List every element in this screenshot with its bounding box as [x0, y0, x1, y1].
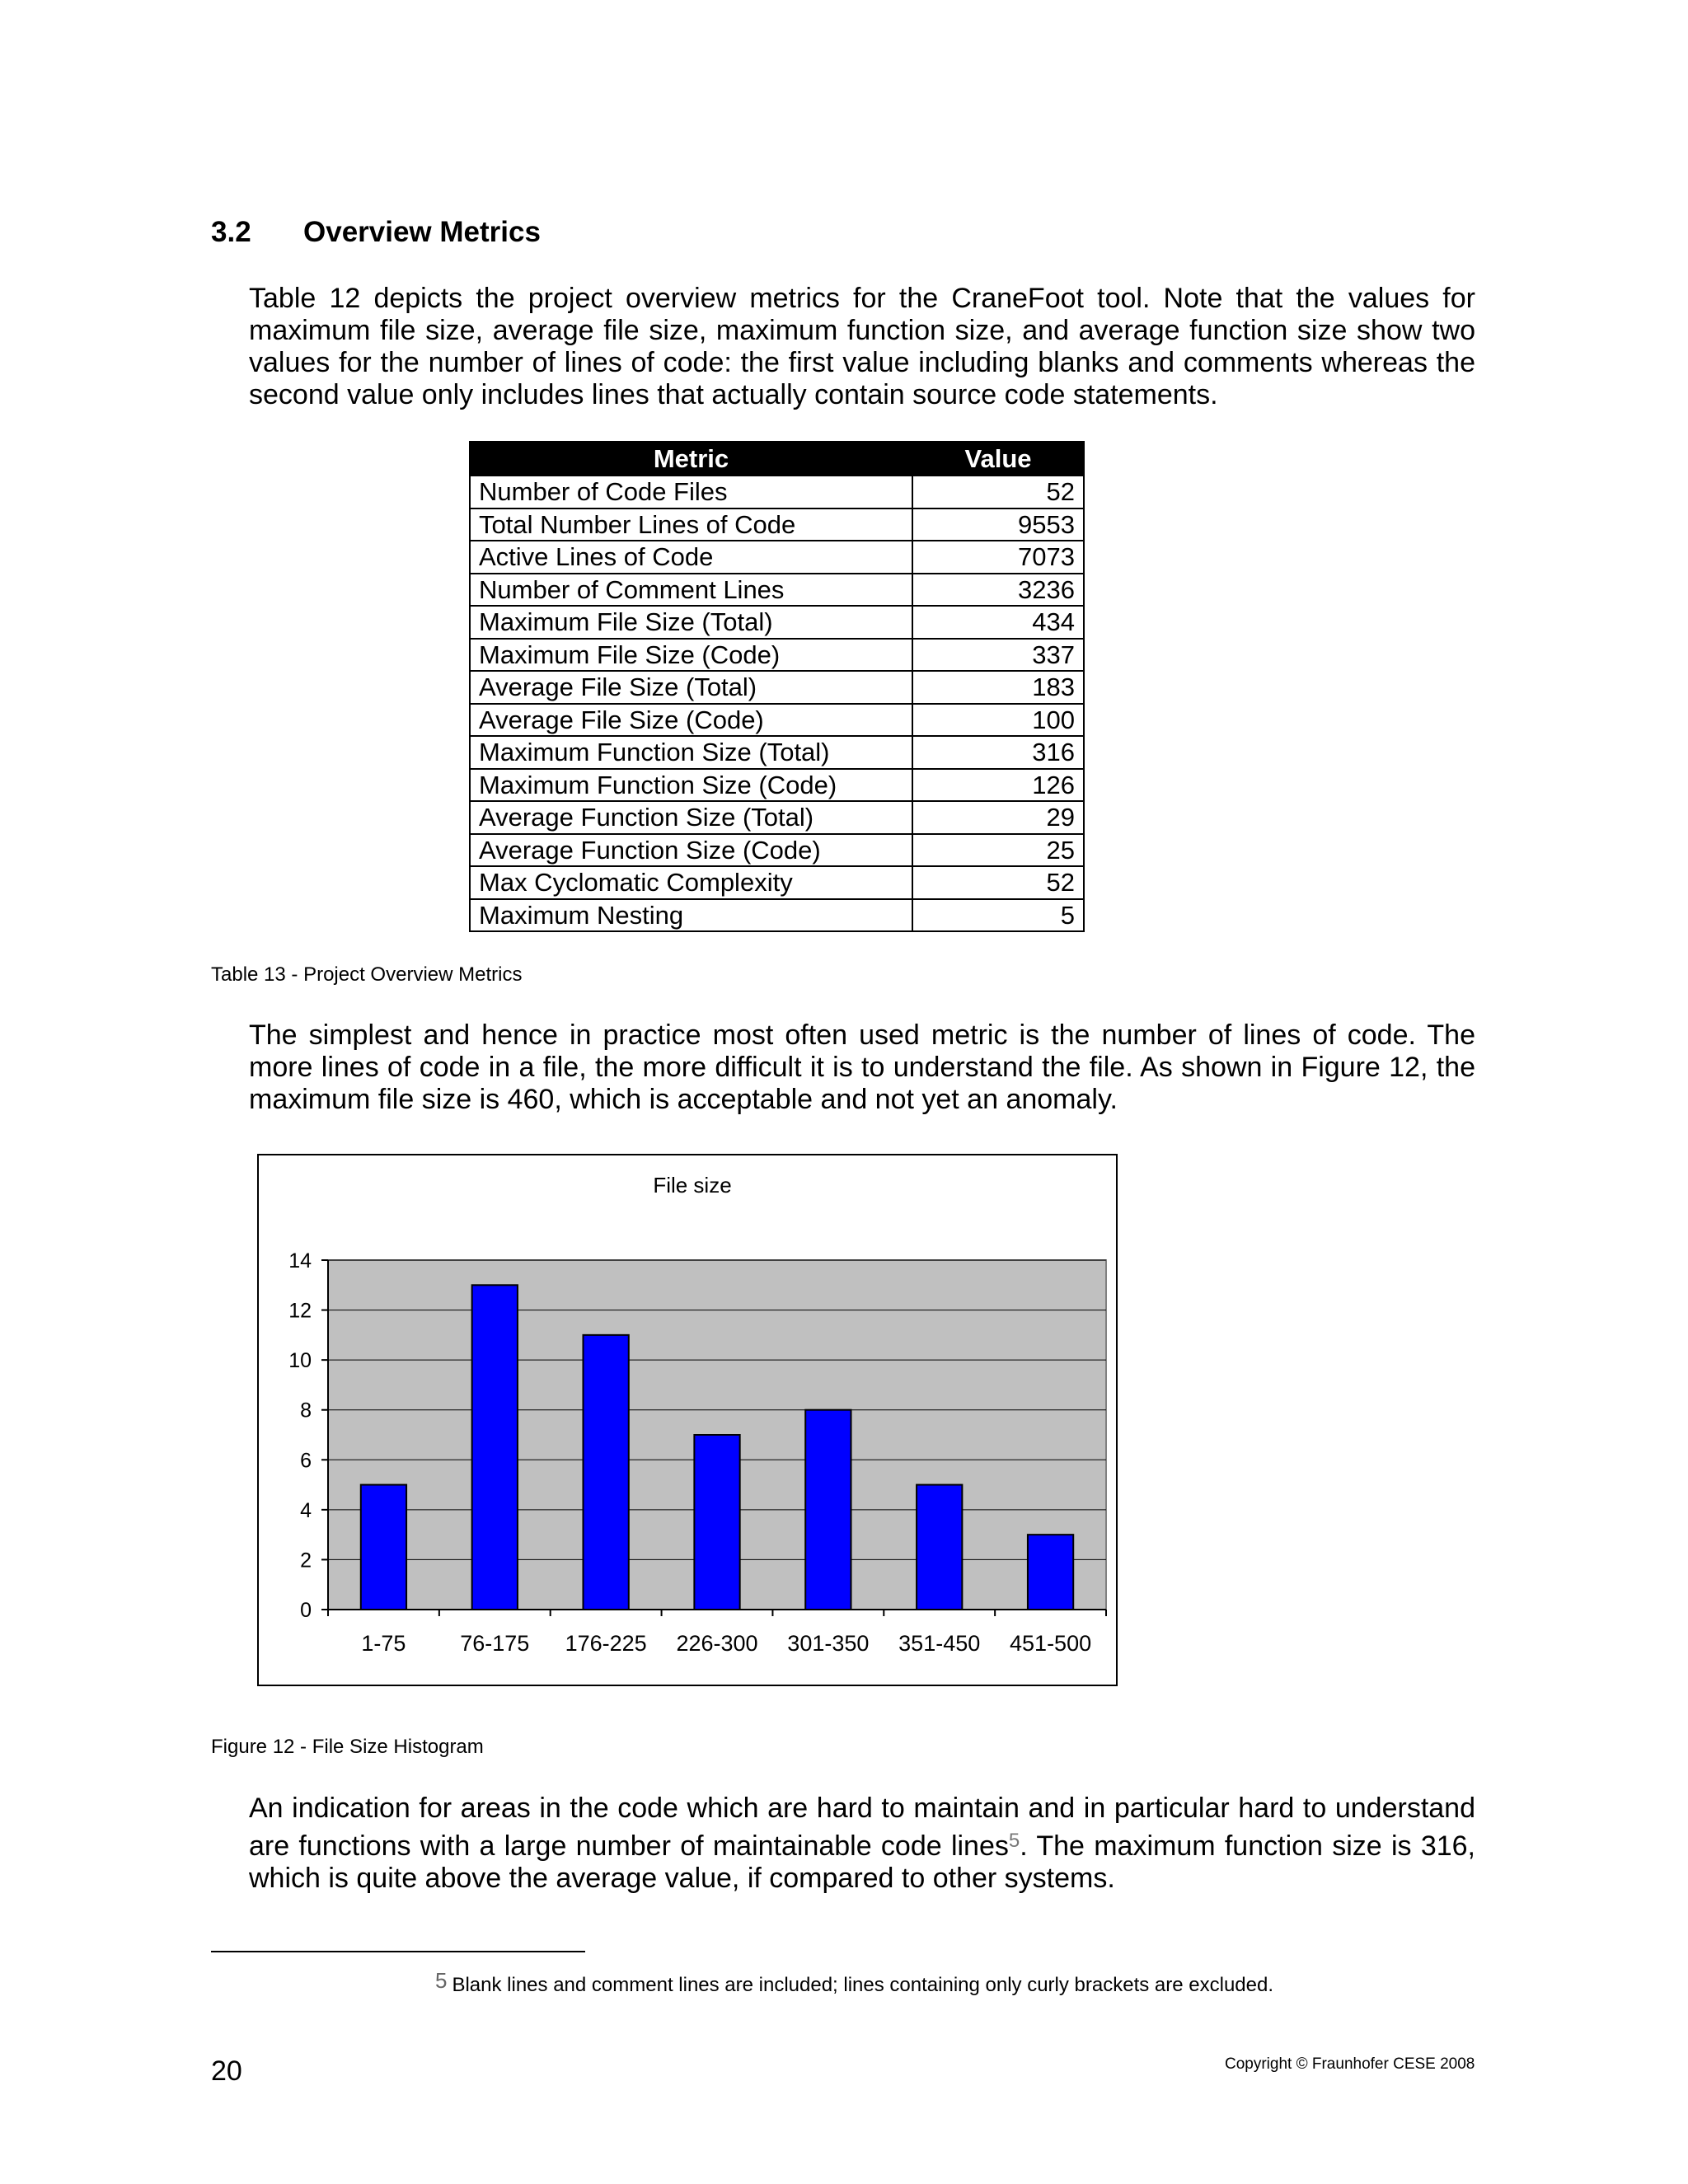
header-metric: Metric — [470, 442, 912, 476]
metric-value-cell: 52 — [912, 476, 1084, 509]
paragraph-function-size-part2: . The maximum function size is 316, which is quite above the average value, if compared to other systems. — [249, 1830, 1475, 1894]
y-tick-label: 6 — [300, 1449, 312, 1473]
section-number: 3.2 — [211, 216, 251, 248]
metric-name-cell: Maximum File Size (Code) — [470, 639, 912, 672]
paragraph-lines-of-code: The simplest and hence in practice most often used metric is the number of lines of code. The more lines of code in a file, the more difficult it is to understand the file. As shown in Figure 12, the maximum file size is 460, which is acceptable and not yet an anomaly. — [249, 1019, 1475, 1115]
y-tick-label: 14 — [288, 1249, 312, 1272]
metric-value-cell: 5 — [912, 899, 1084, 932]
table-row — [470, 574, 1084, 607]
header-value: Value — [912, 442, 1084, 476]
table-row — [470, 899, 1084, 932]
table-row — [470, 801, 1084, 834]
table-row — [470, 769, 1084, 802]
footnote — [435, 1968, 1273, 1997]
y-tick-label: 0 — [300, 1599, 312, 1622]
table-row — [470, 639, 1084, 672]
metric-name-cell: Maximum File Size (Total) — [470, 606, 912, 639]
file-size-chart — [257, 1154, 1118, 1686]
metric-value-cell: 183 — [912, 671, 1084, 704]
bar — [583, 1335, 628, 1610]
metric-value-cell: 337 — [912, 639, 1084, 672]
footnote-text: Blank lines and comment lines are included; lines containing only curly brackets are excluded. — [452, 1974, 1274, 1996]
metric-value-cell: 7073 — [912, 541, 1084, 574]
page-number: 20 — [211, 2055, 242, 2087]
metric-value-cell: 25 — [912, 834, 1084, 867]
table-row — [470, 476, 1084, 509]
x-tick-label: 351-450 — [898, 1631, 981, 1656]
metric-name-cell: Max Cyclomatic Complexity — [470, 866, 912, 899]
metrics-table-body — [470, 476, 1084, 931]
metric-name-cell: Average Function Size (Total) — [470, 801, 912, 834]
metric-name-cell: Average Function Size (Code) — [470, 834, 912, 867]
figure-caption: Figure 12 - File Size Histogram — [211, 1736, 484, 1758]
chart-title: File size — [653, 1173, 732, 1197]
metric-value-cell: 434 — [912, 606, 1084, 639]
y-tick-label: 10 — [288, 1349, 312, 1373]
section-title: Overview Metrics — [303, 216, 541, 248]
table-row — [470, 509, 1084, 541]
bar — [694, 1435, 739, 1610]
metric-value-cell: 9553 — [912, 509, 1084, 541]
table-row — [470, 704, 1084, 737]
paragraph-function-size — [249, 1793, 1475, 1895]
table-row — [470, 541, 1084, 574]
x-tick-label: 1-75 — [361, 1631, 406, 1656]
table-header-row — [470, 442, 1084, 476]
metrics-table — [469, 441, 1085, 932]
bar — [361, 1485, 406, 1610]
y-tick-label: 4 — [300, 1498, 312, 1522]
table-row — [470, 736, 1084, 769]
y-tick-label: 12 — [288, 1299, 312, 1323]
footnote-divider — [211, 1951, 585, 1952]
x-tick-label: 76-175 — [460, 1631, 530, 1656]
x-tick-label: 301-350 — [787, 1631, 870, 1656]
bar — [917, 1485, 962, 1610]
x-tick-label: 226-300 — [676, 1631, 758, 1656]
paragraph-intro: Table 12 depicts the project overview metrics for the CraneFoot tool. Note that the values for maximum file size, average file size, maximum function size, and average function size show two values for the number of lines of code: the first value including blanks and comments whereas the second value only includes lines that actually contain source code statements. — [249, 283, 1475, 410]
metric-value-cell: 126 — [912, 769, 1084, 802]
bar — [472, 1285, 518, 1610]
bar — [805, 1410, 851, 1610]
table-row — [470, 834, 1084, 867]
metric-value-cell: 100 — [912, 704, 1084, 737]
paragraph-function-size-part1: An indication for areas in the code which are hard to maintain and in particular hard to understand are functions with a large number of maintainable code lines — [249, 1793, 1475, 1862]
metric-value-cell: 3236 — [912, 574, 1084, 607]
footnote-marker: 5 — [435, 1968, 448, 1993]
metric-value-cell: 29 — [912, 801, 1084, 834]
metric-name-cell: Active Lines of Code — [470, 541, 912, 574]
table-row — [470, 606, 1084, 639]
table-caption: Table 13 - Project Overview Metrics — [211, 963, 523, 986]
y-tick-label: 2 — [300, 1549, 312, 1572]
table-row — [470, 866, 1084, 899]
metric-name-cell: Average File Size (Total) — [470, 671, 912, 704]
bar — [1028, 1535, 1073, 1610]
table-row — [470, 671, 1084, 704]
x-tick-label: 451-500 — [1010, 1631, 1092, 1656]
y-tick-label: 8 — [300, 1399, 312, 1422]
metric-value-cell: 316 — [912, 736, 1084, 769]
metric-name-cell: Maximum Nesting — [470, 899, 912, 932]
metric-value-cell: 52 — [912, 866, 1084, 899]
metric-name-cell: Number of Comment Lines — [470, 574, 912, 607]
metric-name-cell: Average File Size (Code) — [470, 704, 912, 737]
metric-name-cell: Number of Code Files — [470, 476, 912, 509]
copyright-notice: Copyright © Fraunhofer CESE 2008 — [1225, 2055, 1475, 2073]
footnote-reference[interactable]: 5 — [1008, 1830, 1020, 1852]
chart-svg — [259, 1155, 1116, 1685]
x-tick-label: 176-225 — [565, 1631, 647, 1656]
section-heading — [211, 216, 541, 249]
metric-name-cell: Maximum Function Size (Code) — [470, 769, 912, 802]
metric-name-cell: Maximum Function Size (Total) — [470, 736, 912, 769]
metric-name-cell: Total Number Lines of Code — [470, 509, 912, 541]
